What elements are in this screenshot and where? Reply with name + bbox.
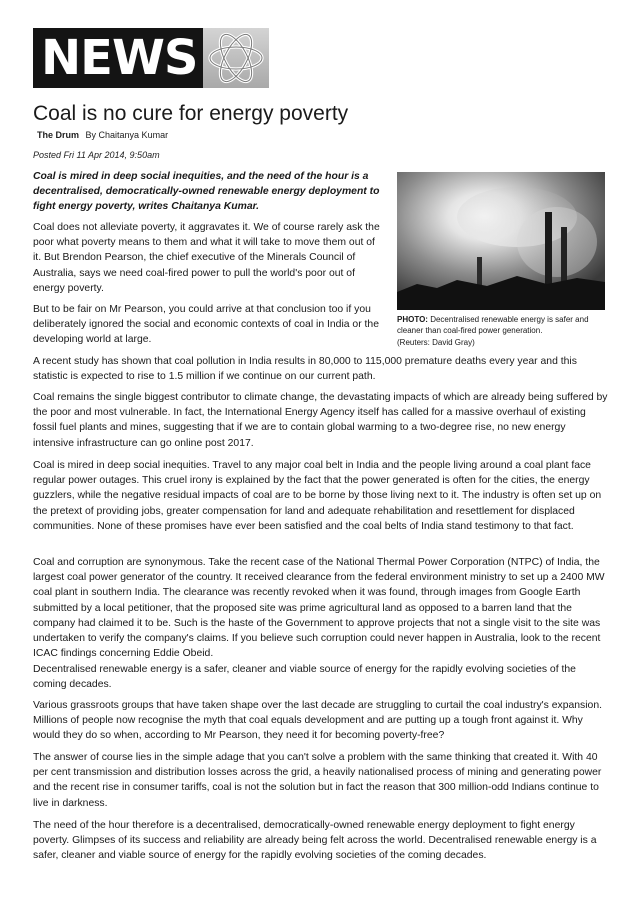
photo-label: PHOTO:: [397, 315, 428, 324]
article-photo: [397, 172, 605, 310]
article-paragraph: Decentralised renewable energy is a safer, cleaner and viable source of energy for the rapidly evolving societies of the coming decades.: [33, 664, 576, 691]
article-paragraph: Coal and corruption are synonymous. Take the recent case of the National Thermal Power Corporation (NTPC) of India, the largest coal power generator of the country. It received clearance from the federal environment ministry to set up a 2400 MW coal plant in southern India. The clearance was recently revoked when it was found, through images from Google Earth submitted by a local petitioner, that the proposed site was prime agricultural land as opposed to a barren land that the company had claimed it to be. Such is the haste of the Government to approve projects that not a single visit to the site was undertaken to verify the company's claims. If you believe such corruption could never happen in Australia, look to the recent ICAC findings concerning Eddie Obeid.: [33, 557, 605, 660]
posted-timestamp: Posted Fri 11 Apr 2014, 9:50am: [33, 150, 160, 160]
article-paragraph: A recent study has shown that coal pollution in India results in 80,000 to 115,000 premature deaths every year and this statistic is expected to rise to 1.5 million if we continue on our current path.: [33, 356, 577, 383]
program-link[interactable]: The Drum: [37, 130, 80, 140]
abc-logo-icon: [203, 28, 269, 88]
news-masthead-logo[interactable]: [33, 28, 269, 88]
article-paragraph: The need of the hour therefore is a decentralised, democratically-owned renewable energy deployment to fight energy poverty. Glimpses of its success and reliability are already being felt across the world. Decentralised renewable energy is a safer, cleaner and viable source of energy for the rapidly evolving societies of the coming decades.: [33, 820, 597, 862]
news-wordmark: NEWS: [33, 28, 203, 88]
article-paragraph: Coal is mired in deep social inequities. Travel to any major coal belt in India and the people living around a coal plant face regular power outages. This cruel irony is explained by the fact that the power generated is often for the cities, the energy guzzlers, while the negative residual impacts of coal are to be borne by those living next to it. The industry is often set up on the pretext of providing jobs, greater compensation for land and adequate rehabilitation and resettlement for displaced communities. None of these promises have ever been satisfied and the coal belts of India stand testimony to that fact.: [33, 460, 602, 532]
article-paragraph: Various grassroots groups that have taken shape over the last decade are struggling to curtail the coal industry's expansion. Millions of people now recognise the myth that coal equals development and are putting up a tough front against it. Why would they do so when, according to Mr Pearson, they need it for becoming poverty-free?: [33, 700, 602, 742]
article-intro: Coal is mired in deep social inequities, and the need of the hour is a decentralised, democratically-owned renewable energy deployment to fight energy poverty, writes Chaitanya Kumar.: [33, 171, 380, 213]
photo-caption: [397, 314, 607, 348]
article-paragraph: The answer of course lies in the simple adage that you can't solve a problem with the same thinking that created it. With 40 per cent transmission and distribution losses across the grid, a heavily nationalised process of mining and generating power and the recent rise in consumer tariffs, coal is not the solution but in fact the reason that 300 million-odd Indians continue to live in darkness.: [33, 752, 602, 809]
author-name: By Chaitanya Kumar: [85, 130, 169, 140]
article-paragraph: Coal remains the single biggest contributor to climate change, the devastating impacts of which are already being suffered by the poor and most vulnerable. In fact, the International Energy Agency itself has called for a massive overhaul of existing fossil fuel plants and mines, suggesting that if we are to contain global warming to a two-degree rise, no new energy intensive infrastructure can go online post 2017.: [33, 392, 608, 449]
photo-credit: (Reuters: David Gray): [397, 338, 475, 347]
article-paragraph: Coal does not alleviate poverty, it aggravates it. We of course rarely ask the poor what poverty means to them and what it will take to move them out of it. But Brendon Pearson, the chief executive of the Minerals Council of Australia, says we need coal-fired power to pull the world's poor out of energy poverty.: [33, 222, 380, 294]
byline: [37, 130, 168, 140]
article-paragraph: But to be fair on Mr Pearson, you could arrive at that conclusion too if you deliberately ignored the social and economic contexts of coal in India or the developing world at large.: [33, 304, 379, 346]
article-headline: Coal is no cure for energy poverty: [33, 102, 349, 125]
photo-caption-text: Decentralised renewable energy is safer and cleaner than coal-fired power generation.: [397, 315, 589, 335]
